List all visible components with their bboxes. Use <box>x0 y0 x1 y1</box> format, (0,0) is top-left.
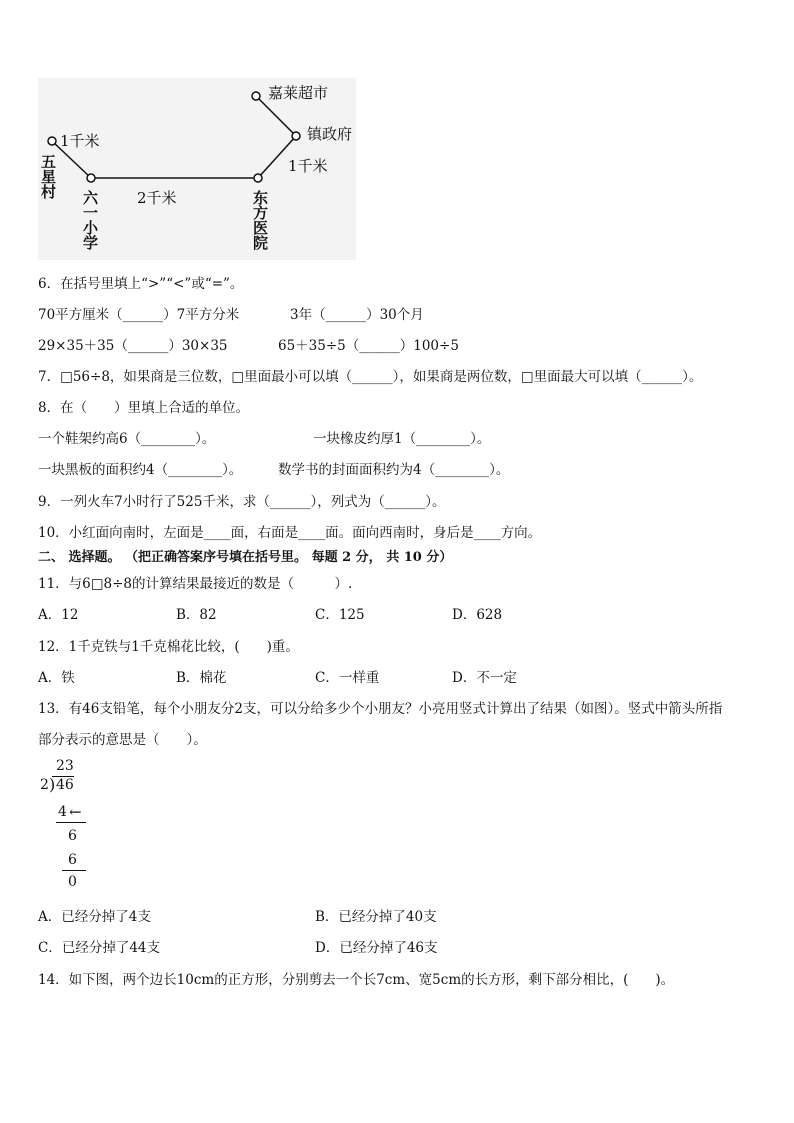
question-6d: 65＋35÷5（______）100÷5 <box>278 338 459 354</box>
question-9: 9．一列火车7小时行了525千米，求（______），列式为（______）。 <box>38 494 446 510</box>
label-dist-government: 1千米 <box>288 157 328 175</box>
q12-option-b[interactable]: B．棉花 <box>176 670 227 686</box>
label-village: 五星村 <box>39 154 57 199</box>
q11-option-a[interactable]: A．12 <box>38 607 79 623</box>
government-point <box>292 132 300 140</box>
q13-option-b[interactable]: B．已经分掉了40支 <box>315 909 437 925</box>
question-6c: 29×35＋35（______）30×35 <box>38 338 228 354</box>
label-government: 镇政府 <box>307 125 353 143</box>
division-line-2 <box>62 870 86 871</box>
question-13-line2: 部分表示的意思是（ ）。 <box>38 732 207 748</box>
division-dividend: 46 <box>56 777 74 793</box>
label-supermarket: 嘉莱超市 <box>268 84 329 102</box>
question-10: 10．小红面向南时，左面是____面，右面是____面。面向西南时，身后是____方向。 <box>38 525 542 541</box>
question-8b: 一块橡皮约厚1（________）。 <box>313 431 491 447</box>
division-remainder1: 6 <box>68 828 77 844</box>
long-division <box>38 758 98 890</box>
q11-option-c[interactable]: C．125 <box>315 607 365 623</box>
division-step1: 4 <box>58 804 67 820</box>
q11-option-d[interactable]: D．628 <box>452 607 503 623</box>
arrow-icon: ← <box>69 803 82 821</box>
q11-option-b[interactable]: B．82 <box>176 607 217 623</box>
question-8d: 数学书的封面面积约为4（________）。 <box>278 462 510 478</box>
question-8a: 一个鞋架约高6（________）。 <box>38 431 216 447</box>
q13-option-a[interactable]: A．已经分掉了4支 <box>38 909 151 925</box>
division-quotient: 23 <box>56 758 74 774</box>
question-6: 6．在括号里填上“>”“<”或“=”。 <box>38 276 244 292</box>
question-11: 11．与6□8÷8的计算结果最接近的数是（ ）. <box>38 576 353 592</box>
division-line-1 <box>56 822 86 823</box>
division-step2: 6 <box>68 852 77 868</box>
division-divisor: 2 <box>40 777 49 793</box>
label-hospital: 东方医院 <box>251 190 269 250</box>
division-bracket: ) <box>49 775 56 794</box>
supermarket-point <box>252 92 260 100</box>
section-2-heading: 二、 选择题。 （把正确答案序号填在括号里。 每题 2 分， 共 10 分） <box>38 550 453 565</box>
question-13-line1: 13．有46支铅笔，每个小朋友分2支，可以分给多少个小朋友？小亮用竖式计算出了结果（如图）。竖式中箭头所指 <box>38 701 723 717</box>
school-point <box>87 174 95 182</box>
label-dist-middle: 2千米 <box>137 189 177 207</box>
q13-option-c[interactable]: C．已经分掉了44支 <box>38 940 161 956</box>
question-7: 7．□56÷8，如果商是三位数，□里面最小可以填（______），如果商是两位数，□里面最大可以填（______）。 <box>38 369 703 385</box>
division-remainder2: 0 <box>68 874 77 890</box>
label-dist-village: 1千米 <box>60 132 100 150</box>
q12-option-a[interactable]: A．铁 <box>38 670 75 686</box>
question-8: 8．在（ ）里填上合适的单位。 <box>38 400 250 416</box>
question-12: 12．1千克铁与1千克棉花比较，( )重。 <box>38 639 299 655</box>
q13-option-d[interactable]: D．已经分掉了46支 <box>315 940 438 956</box>
question-6b: 3年（______）30个月 <box>290 307 424 323</box>
q12-option-c[interactable]: C．一样重 <box>315 670 380 686</box>
question-8c: 一块黑板的面积约4（________）。 <box>38 462 243 478</box>
question-14: 14．如下图，两个边长10cm的正方形，分别剪去一个长7cm、宽5cm的长方形，剩下部分相比，( )。 <box>38 972 675 988</box>
label-school: 六一小学 <box>81 190 99 250</box>
question-6a: 70平方厘米（______）7平方分米 <box>38 307 240 323</box>
route-map <box>38 78 356 260</box>
hospital-point <box>254 174 262 182</box>
q12-option-d[interactable]: D．不一定 <box>452 670 517 686</box>
village-point <box>48 137 56 145</box>
